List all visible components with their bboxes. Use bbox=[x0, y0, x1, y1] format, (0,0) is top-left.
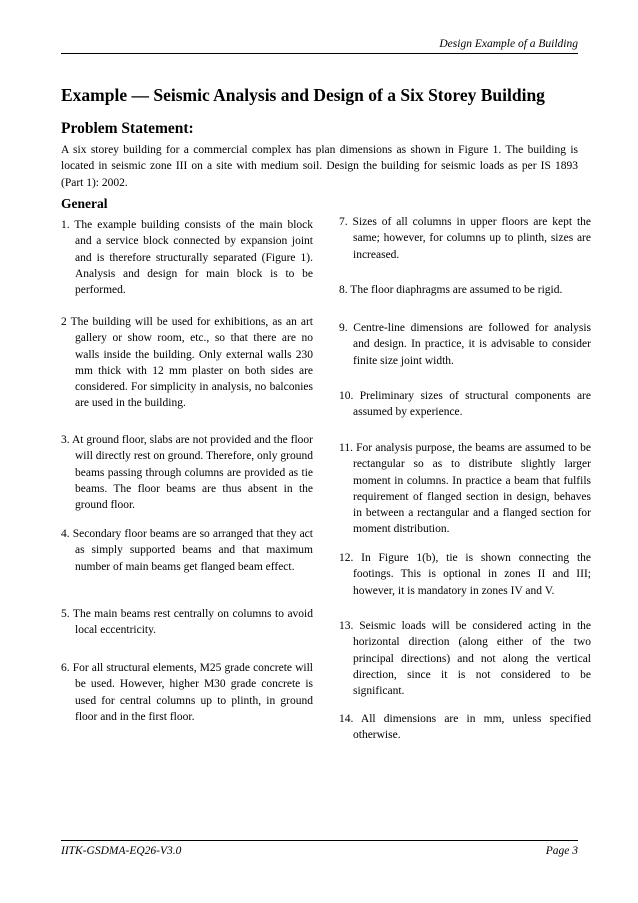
header-rule bbox=[61, 53, 578, 54]
footer-rule bbox=[61, 840, 578, 841]
general-item-8: 8. The floor diaphragms are assumed to be rigid. bbox=[339, 284, 563, 296]
general-item-3: 3. At ground floor, slabs are not provided and the floor will directly rest on ground. Therefore, only ground beams passing through columns are provided as tie beams. The floor beams are thus absent in the ground floor. bbox=[61, 434, 313, 512]
general-item-5: 5. The main beams rest centrally on columns to avoid local eccentricity. bbox=[61, 608, 313, 637]
general-item-7: 7. Sizes of all columns in upper floors are kept the same; however, for columns up to plinth, sizes are increased. bbox=[339, 216, 591, 261]
general-item-6: 6. For all structural elements, M25 grade concrete will be used. However, higher M30 grade concrete is used for central columns up to plinth, in ground floor and in the first floor. bbox=[61, 662, 313, 723]
problem-statement-heading: Problem Statement: bbox=[61, 120, 194, 137]
running-title: Design Example of a Building bbox=[439, 38, 578, 50]
general-heading: General bbox=[61, 196, 108, 211]
document-id: IITK-GSDMA-EQ26-V3.0 bbox=[61, 845, 182, 857]
general-item-1: 1. The example building consists of the main block and a service block connected by expansion joint and is therefore structurally separated (Figure 1). Analysis and design for main block is to be performed. bbox=[61, 219, 313, 297]
problem-statement-text: A six storey building for a commercial complex has plan dimensions as shown in Figure 1. The building is located in seismic zone III on a site with medium soil. Design the building for seismic loads as per IS 1893 (Part 1): 2002. bbox=[61, 144, 578, 189]
general-item-12: 12. In Figure 1(b), tie is shown connecting the footings. This is optional in zones II and III; however, it is mandatory in zones IV and V. bbox=[339, 552, 591, 597]
general-item-11: 11. For analysis purpose, the beams are assumed to be rectangular so as to distribute slightly larger moment in columns. In practice a beam that fulfils requirement of flanged section in design, behaves in between a rectangular and a flanged section for moment distribution. bbox=[339, 442, 591, 536]
general-item-9: 9. Centre-line dimensions are followed for analysis and design. In practice, it is advisable to consider finite size joint width. bbox=[339, 322, 591, 367]
general-item-2: 2 The building will be used for exhibitions, as an art gallery or show room, etc., so that there are no walls inside the building. Only external walls 230 mm thick with 12 mm plaster on both sides are considered. For simplicity in analysis, no balconies are used in the building. bbox=[61, 316, 313, 410]
general-item-13: 13. Seismic loads will be considered acting in the horizontal direction (along either of the two principal directions) and not along the vertical direction, since it is not considered to be significant. bbox=[339, 620, 591, 698]
general-item-10: 10. Preliminary sizes of structural components are assumed by experience. bbox=[339, 390, 591, 419]
page-title: Example — Seismic Analysis and Design of a Six Storey Building bbox=[61, 85, 545, 105]
general-item-4: 4. Secondary floor beams are so arranged that they act as simply supported beams and that maximum number of main beams get flanged beam effect. bbox=[61, 528, 313, 573]
general-item-14: 14. All dimensions are in mm, unless specified otherwise. bbox=[339, 713, 591, 742]
page-number: Page 3 bbox=[545, 845, 578, 857]
